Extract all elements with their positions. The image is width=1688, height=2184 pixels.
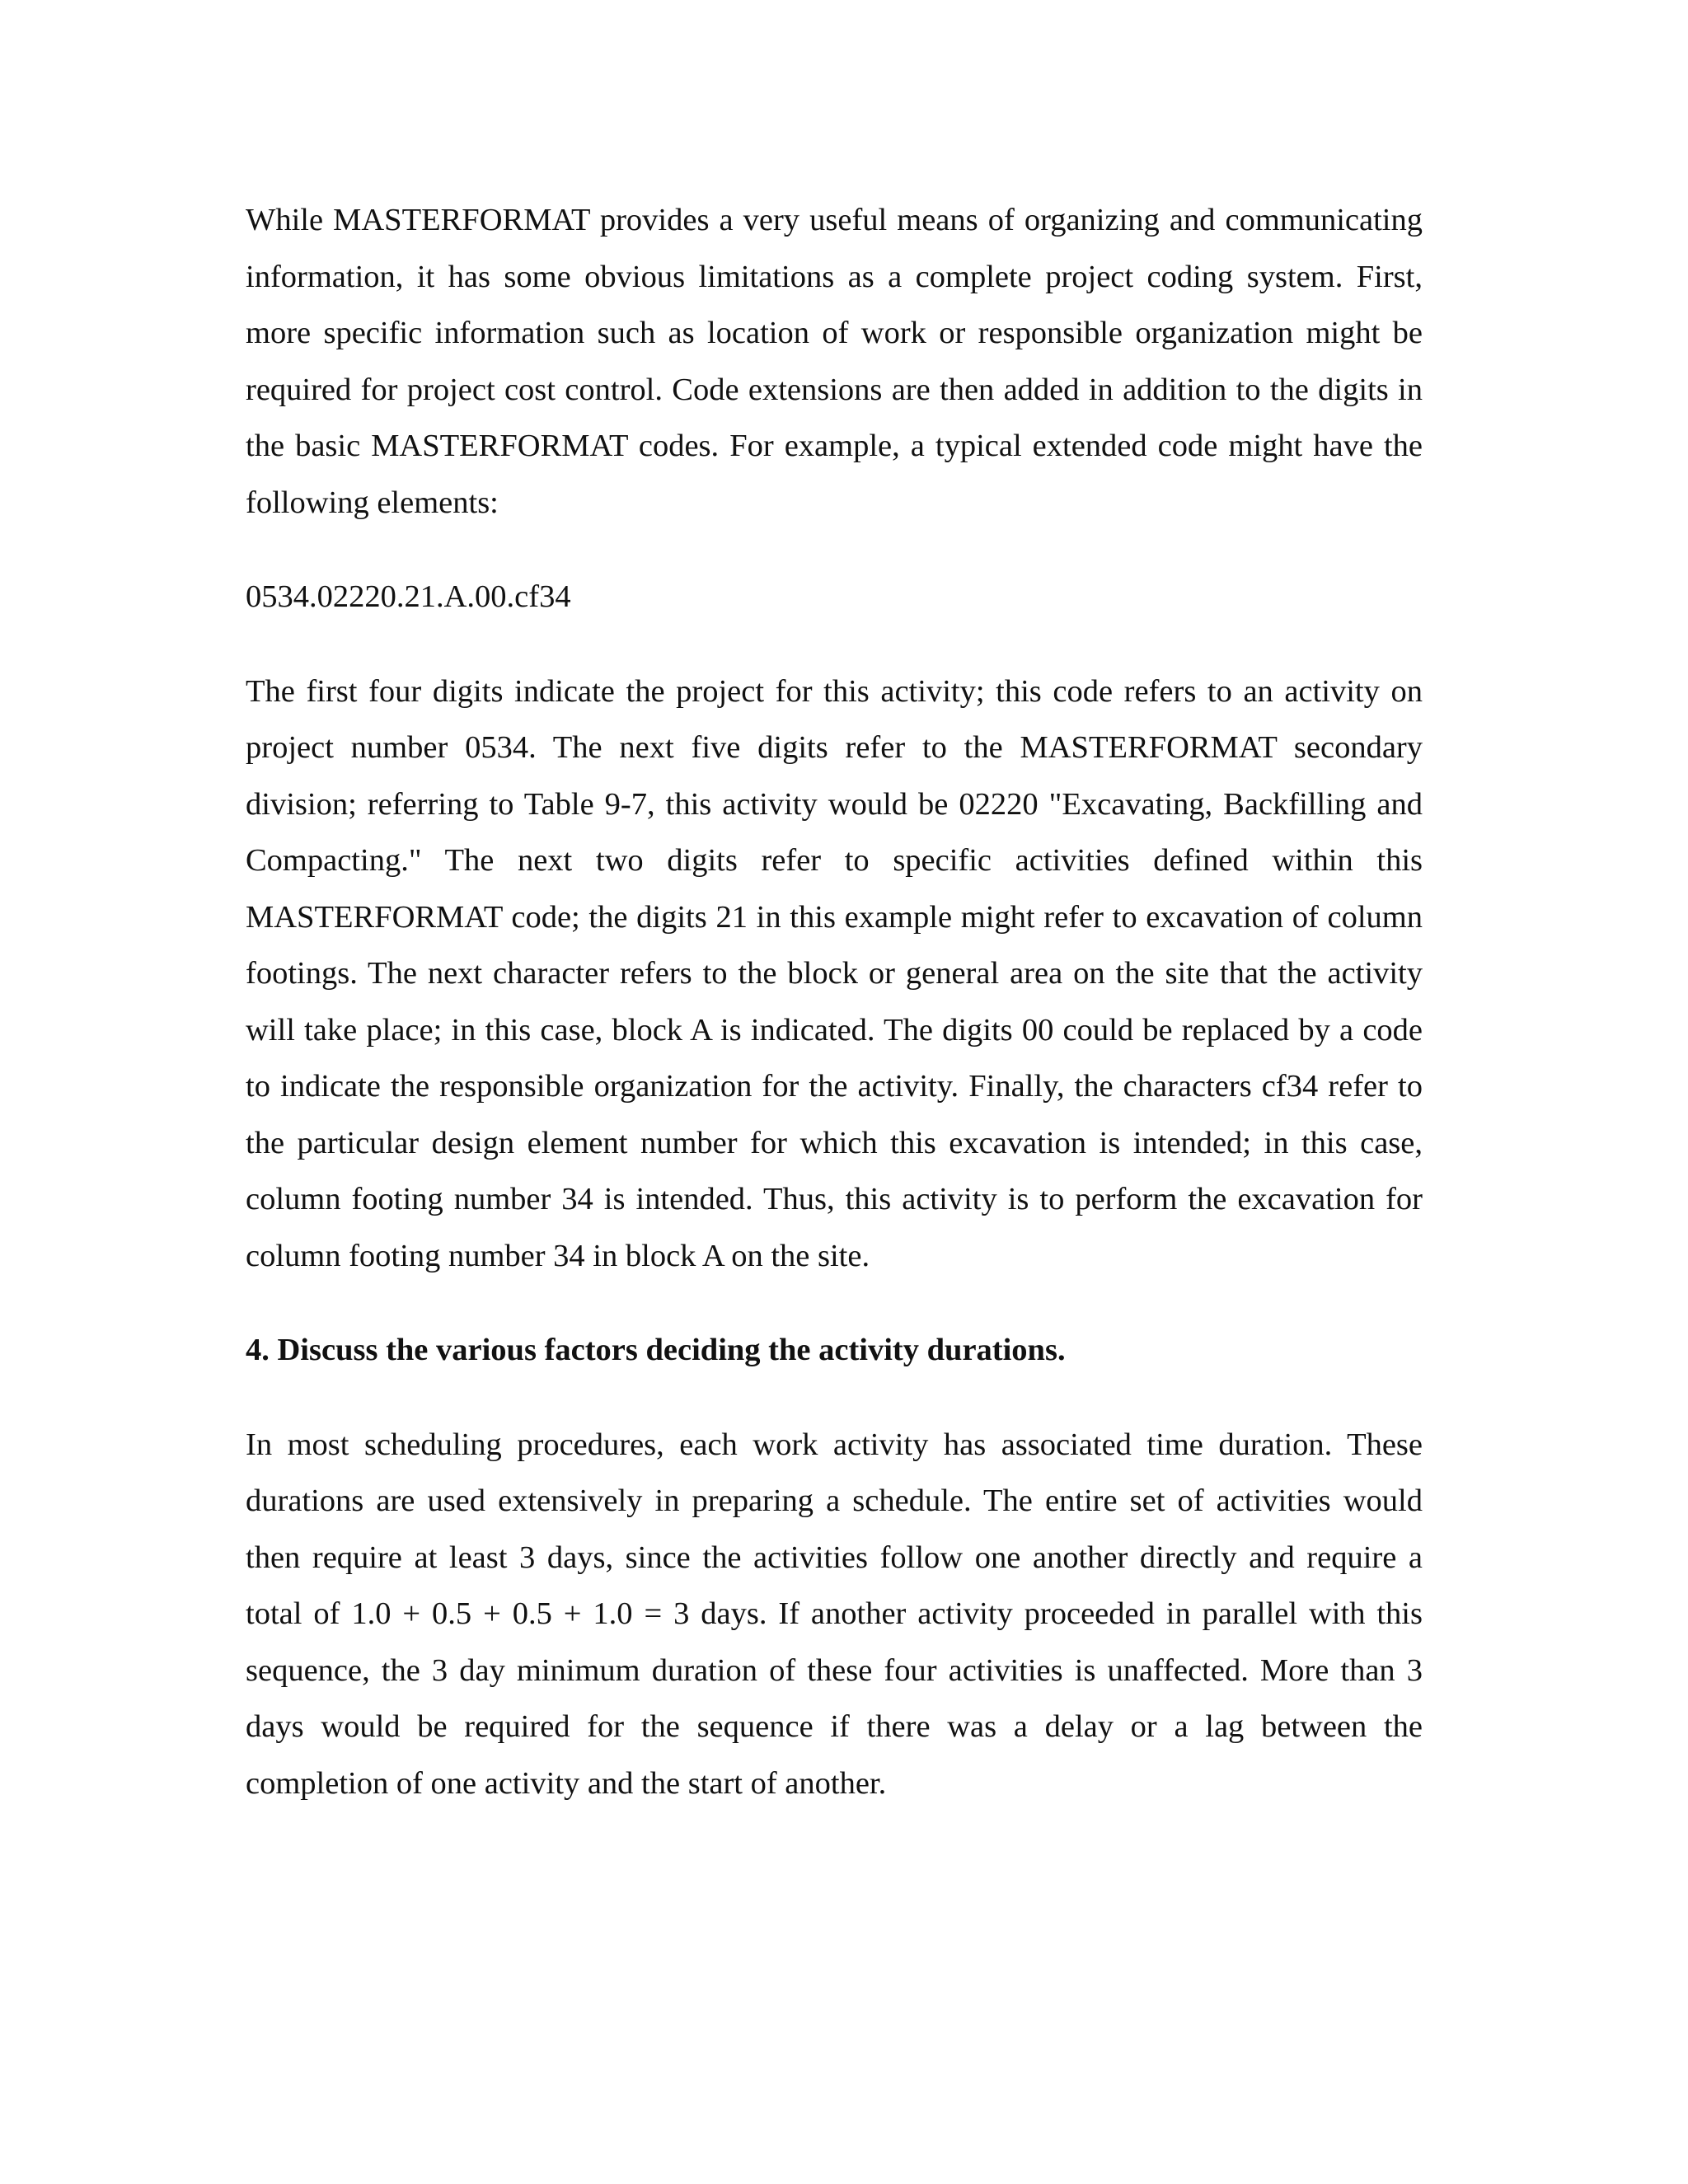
question-heading: 4. Discuss the various factors deciding the activity durations. (246, 1333, 1066, 1367)
paragraph-code-explanation: The first four digits indicate the project for this activity; this code refers to an activity on project number 0534. The next five digits refer to the MASTERFORMAT secondary division; referring to Table 9-7, this activity would be 02220 "Excavating, Backfilling and Compacting." The next two digits refer to specific activities defined within this MASTERFORMAT code; the digits 21 in this example might refer to excavation of column footings. The next character refers to the block or general area on the site that the activity will take place; in this case, block A is indicated. The digits 00 could be replaced by a code to indicate the responsible organization for the activity. Finally, the characters cf34 refer to the particular design element number for which this excavation is intended; in this case, column footing number 34 is intended. Thus, this activity is to perform the excavation for column footing number 34 in block A on the site. (246, 673, 1423, 1273)
paragraph-activity-durations: In most scheduling procedures, each work activity has associated time duration. These durations are used extensively in preparing a schedule. The entire set of activities would then require at least 3 days, since the activities follow one another directly and require a total of 1.0 + 0.5 + 0.5 + 1.0 = 3 days. If another activity proceeded in parallel with this sequence, the 3 day minimum duration of these four activities is unaffected. More than 3 days would be required for the sequence if there was a delay or a lag between the completion of one activity and the start of another. (246, 1427, 1423, 1801)
extended-code-example: 0534.02220.21.A.00.cf34 (246, 579, 571, 614)
paragraph-masterformat-limitations: While MASTERFORMAT provides a very useful means of organizing and communicating information, it has some obvious limitations as a complete project coding system. First, more specific information such as location of work or responsible organization might be required for project cost control. Code extensions are then added in addition to the digits in the basic MASTERFORMAT codes. For example, a typical extended code might have the following elements: (246, 203, 1423, 520)
page-body (246, 192, 1423, 1811)
